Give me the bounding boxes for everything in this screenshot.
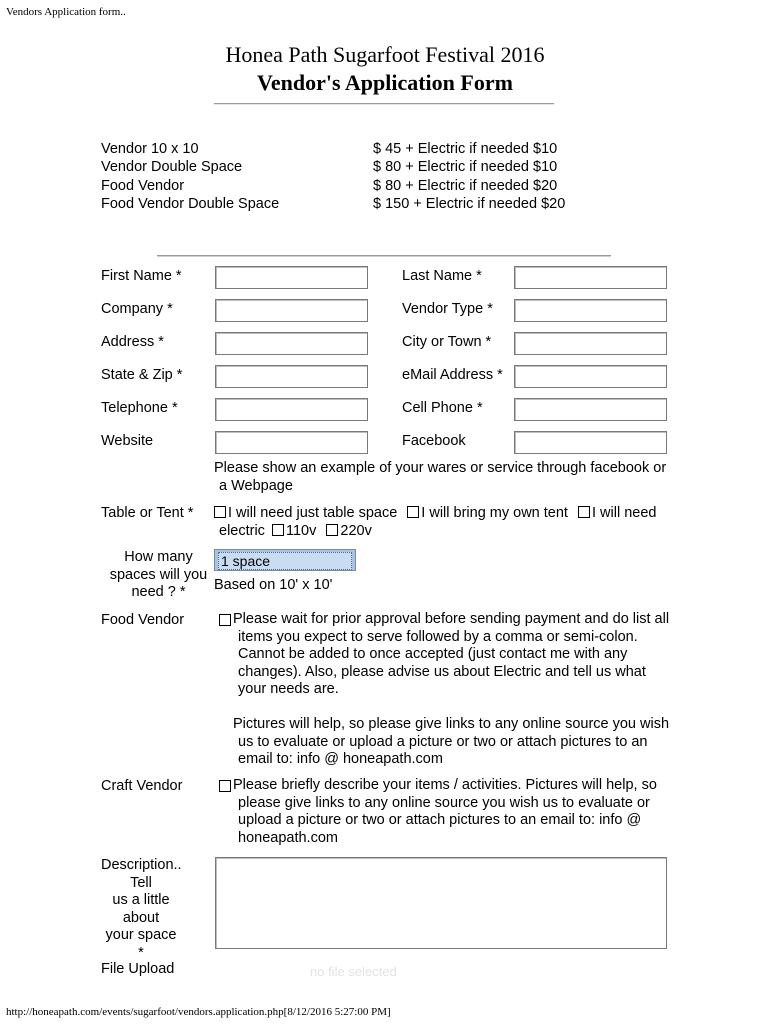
spaces-label-line: How many	[124, 549, 193, 565]
craft-vendor-line: Please briefly describe your items / activities. Pictures will help, so	[233, 777, 657, 793]
address-label: Address *	[101, 334, 164, 350]
first-name-label: First Name *	[101, 268, 182, 284]
pictures-note-line: Pictures will help, so please give links to any online source you wish	[233, 716, 670, 732]
table-tent-label: Table or Tent *	[101, 505, 194, 521]
description-label-line: Description.. Tell	[101, 857, 182, 891]
food-vendor-line: your needs are.	[238, 681, 339, 698]
electric-word: electric	[219, 522, 265, 539]
food-vendor-line: Cannot be added to once accepted (just contact me with any	[238, 646, 628, 663]
pricing-price: $ 150 + Electric if needed $20	[373, 196, 566, 213]
food-vendor-checkbox[interactable]	[219, 614, 231, 626]
food-vendor-pictures-note	[233, 716, 669, 769]
pricing-name: Vendor Double Space	[101, 159, 243, 176]
food-vendor-line: items you expect to serve followed by a comma or semi-colon.	[238, 628, 638, 645]
spaces-label-line: need ? *	[131, 584, 186, 601]
craft-vendor-label: Craft Vendor	[101, 778, 183, 794]
pricing-names	[101, 140, 279, 214]
table-space-option-label: I will need just table space	[228, 505, 398, 521]
city-input[interactable]	[514, 332, 667, 355]
food-vendor-instructions	[233, 611, 669, 699]
craft-vendor-line: please give links to any online source you wish us to evaluate or	[238, 794, 650, 811]
last-name-input[interactable]	[514, 266, 667, 289]
pictures-note-line: us to evaluate or upload a picture or two or attach pictures to an	[238, 733, 648, 750]
website-label: Website	[101, 433, 154, 449]
220v-option-label: 220v	[340, 522, 372, 539]
pricing-price: $ 80 + Electric if needed $20	[373, 177, 558, 194]
pricing-name: Vendor 10 x 10	[101, 141, 199, 157]
110v-option-label: 110v	[285, 522, 317, 539]
pictures-note-line: email to: info @ honeapath.com	[238, 751, 443, 768]
email-input[interactable]	[514, 365, 667, 388]
table-tent-options	[214, 505, 664, 540]
craft-vendor-checkbox[interactable]	[219, 780, 231, 792]
facebook-label: Facebook	[402, 433, 466, 449]
wares-note-line: Please show an example of your wares or service through facebook or	[214, 460, 667, 476]
spaces-selected-value: 1 space	[218, 552, 352, 570]
page-footer-url: http://honeapath.com/events/sugarfoot/vendors.application.php[8/12/2016 5:27:00 PM]	[6, 1006, 391, 1018]
pricing-price: $ 45 + Electric if needed $10	[373, 141, 558, 157]
food-vendor-line: changes). Also, please advise us about Electric and tell us what	[238, 663, 646, 680]
email-label: eMail Address *	[402, 367, 503, 383]
telephone-input[interactable]	[215, 398, 368, 421]
pricing-prices	[373, 140, 565, 214]
craft-vendor-instructions	[233, 777, 657, 847]
description-label	[101, 857, 181, 963]
spaces-select[interactable]	[214, 549, 356, 571]
company-label: Company *	[101, 301, 173, 317]
file-upload-label: File Upload	[101, 961, 175, 977]
vendor-type-label: Vendor Type *	[402, 301, 493, 317]
vendor-type-input[interactable]	[514, 299, 667, 322]
own-tent-option-label: I will bring my own tent	[421, 505, 568, 521]
description-label-line: your space *	[105, 927, 177, 961]
wares-note	[214, 460, 666, 495]
spaces-label	[101, 549, 216, 602]
pricing-price: $ 80 + Electric if needed $10	[373, 159, 558, 176]
telephone-label: Telephone *	[101, 400, 178, 416]
company-input[interactable]	[215, 299, 368, 322]
state-zip-label: State & Zip *	[101, 367, 183, 383]
file-upload-status[interactable]: no file selected	[310, 964, 397, 979]
craft-vendor-line: upload a picture or two or attach pictures to an email to: info @	[238, 812, 642, 829]
description-textarea[interactable]	[215, 857, 667, 949]
page-header: Vendors Application form..	[6, 6, 126, 18]
table-space-checkbox[interactable]	[214, 506, 226, 518]
description-label-line: us a little about	[112, 892, 170, 926]
first-name-input[interactable]	[215, 266, 368, 289]
festival-title: Honea Path Sugarfoot Festival 2016	[225, 42, 545, 67]
form-title: Vendor's Application Form	[257, 70, 513, 95]
state-zip-input[interactable]	[215, 365, 368, 388]
spaces-label-line: spaces will you	[109, 566, 208, 583]
facebook-input[interactable]	[514, 431, 667, 454]
pricing-name: Food Vendor	[101, 177, 185, 194]
cell-phone-label: Cell Phone *	[402, 400, 483, 416]
craft-vendor-line: honeapath.com	[238, 829, 338, 846]
food-vendor-label: Food Vendor	[101, 612, 185, 628]
section-divider	[157, 255, 611, 257]
pricing-name: Food Vendor Double Space	[101, 196, 280, 213]
wares-note-line: a Webpage	[219, 477, 293, 494]
cell-phone-input[interactable]	[514, 398, 667, 421]
own-tent-checkbox[interactable]	[407, 506, 419, 518]
title-divider	[214, 103, 554, 105]
220v-checkbox[interactable]	[326, 524, 338, 536]
need-electric-checkbox[interactable]	[578, 506, 590, 518]
food-vendor-line: Please wait for prior approval before sending payment and do list all	[233, 611, 670, 627]
website-input[interactable]	[215, 431, 368, 454]
110v-checkbox[interactable]	[272, 524, 284, 536]
city-label: City or Town *	[402, 334, 492, 350]
last-name-label: Last Name *	[402, 268, 482, 284]
spaces-note: Based on 10' x 10'	[214, 577, 333, 593]
address-input[interactable]	[215, 332, 368, 355]
need-electric-option-label: I will need	[592, 505, 657, 521]
